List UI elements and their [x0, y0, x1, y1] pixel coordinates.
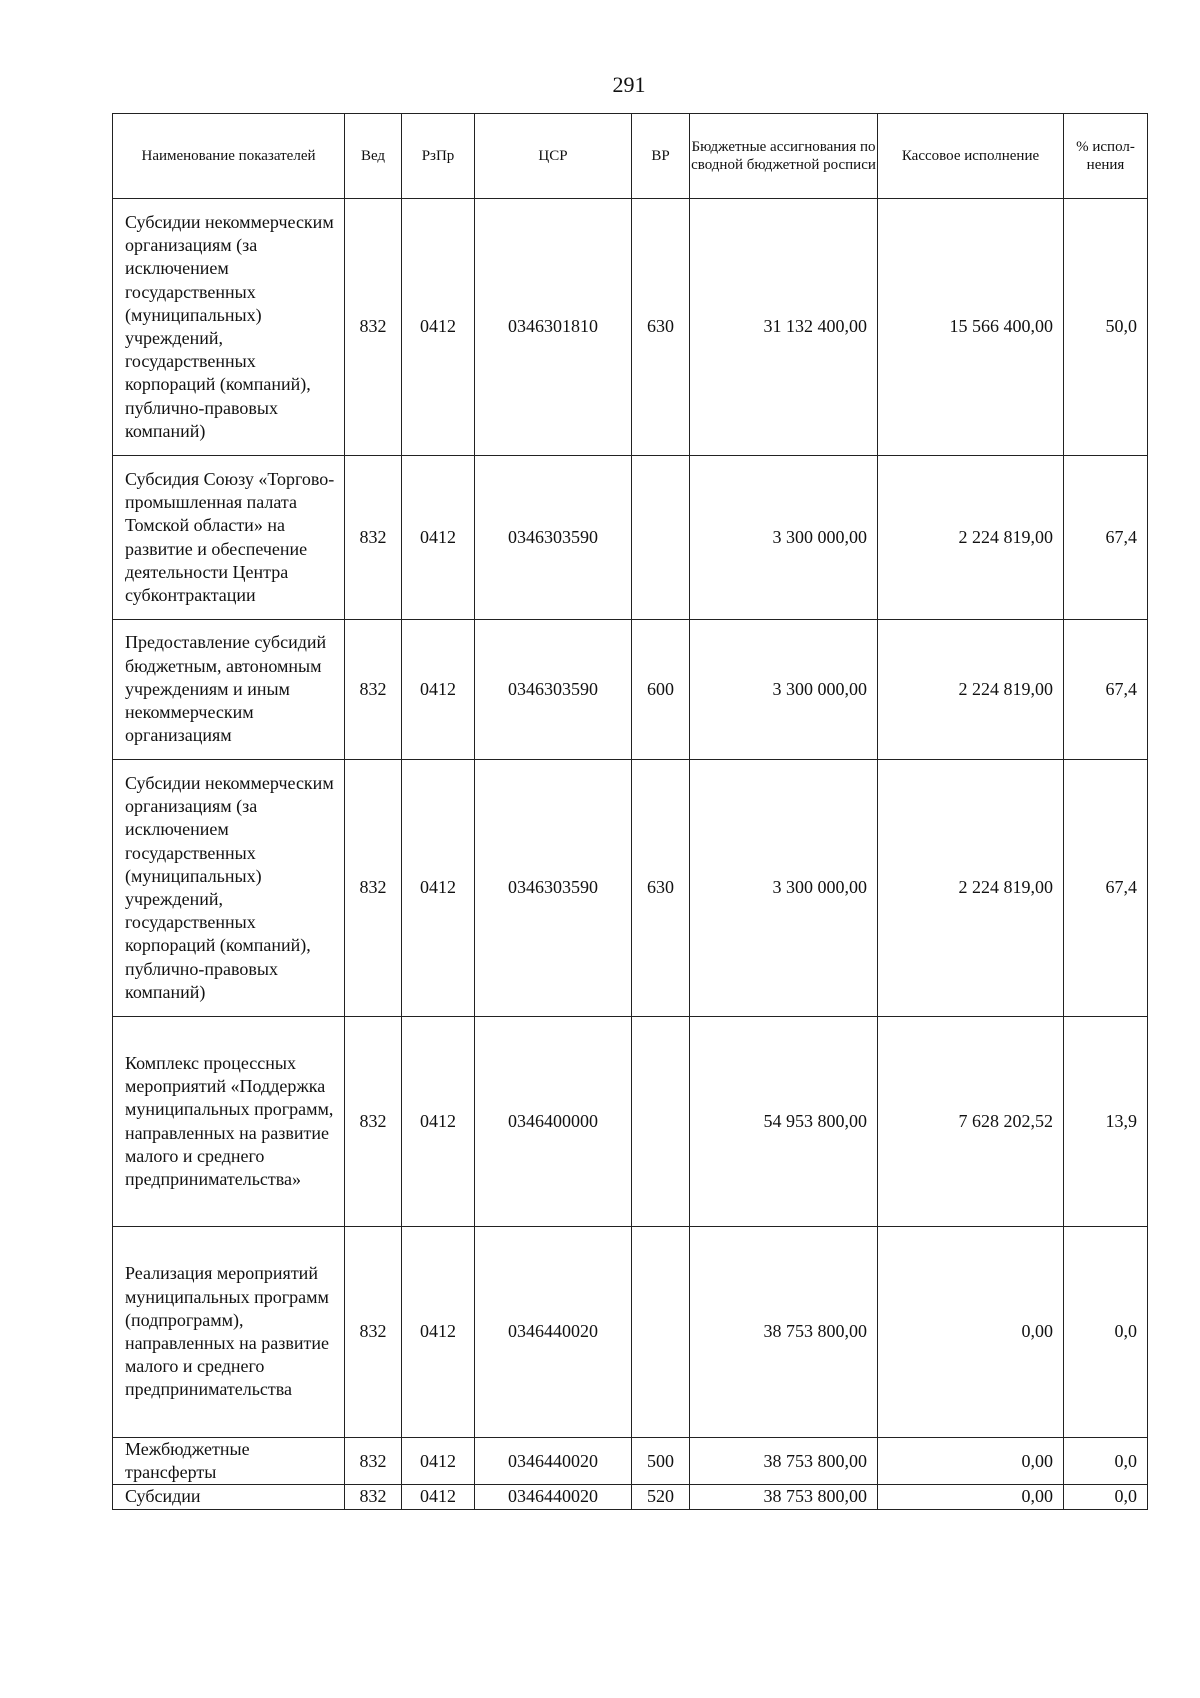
cell-rzpr: 0412 [402, 456, 475, 620]
cell-name: Субсидии некоммерческим организациям (за исключением государственных (муниципальных) учреждений, государственных корпораций (компаний), публично-правовых компаний) [113, 199, 345, 456]
table-row [113, 1227, 1148, 1438]
cell-assigned: 3 300 000,00 [690, 760, 878, 1017]
cell-assigned: 3 300 000,00 [690, 620, 878, 760]
header-row [113, 114, 1148, 199]
table-row [113, 1017, 1148, 1227]
cell-rzpr: 0412 [402, 1438, 475, 1485]
cell-ved: 832 [345, 620, 402, 760]
cell-ved: 832 [345, 1485, 402, 1509]
cell-vr: 600 [632, 620, 690, 760]
cell-ved: 832 [345, 1438, 402, 1485]
cell-percent: 50,0 [1064, 199, 1148, 456]
table-row [113, 760, 1148, 1017]
cell-percent: 13,9 [1064, 1017, 1148, 1227]
cell-assigned: 54 953 800,00 [690, 1017, 878, 1227]
cell-executed: 0,00 [878, 1227, 1064, 1438]
cell-ved: 832 [345, 199, 402, 456]
cell-executed: 0,00 [878, 1485, 1064, 1509]
cell-ved: 832 [345, 456, 402, 620]
cell-vr [632, 1017, 690, 1227]
cell-csr: 0346303590 [475, 760, 632, 1017]
cell-executed: 0,00 [878, 1438, 1064, 1485]
cell-assigned: 38 753 800,00 [690, 1227, 878, 1438]
cell-csr: 0346303590 [475, 620, 632, 760]
cell-rzpr: 0412 [402, 1485, 475, 1509]
cell-percent: 67,4 [1064, 456, 1148, 620]
cell-rzpr: 0412 [402, 199, 475, 456]
cell-csr: 0346301810 [475, 199, 632, 456]
header-executed: Кассовое исполнение [878, 114, 1064, 199]
cell-name: Субсидии [113, 1485, 345, 1509]
cell-csr: 0346440020 [475, 1485, 632, 1509]
cell-percent: 0,0 [1064, 1485, 1148, 1509]
cell-ved: 832 [345, 1227, 402, 1438]
table-row [113, 620, 1148, 760]
cell-ved: 832 [345, 1017, 402, 1227]
header-assigned: Бюджетные ассигнования по сводной бюджетной росписи [690, 114, 878, 199]
cell-executed: 15 566 400,00 [878, 199, 1064, 456]
cell-executed: 2 224 819,00 [878, 760, 1064, 1017]
header-ved: Вед [345, 114, 402, 199]
cell-vr: 520 [632, 1485, 690, 1509]
cell-assigned: 38 753 800,00 [690, 1485, 878, 1509]
cell-vr [632, 456, 690, 620]
table-row [113, 1438, 1148, 1485]
cell-rzpr: 0412 [402, 760, 475, 1017]
cell-name: Комплекс процессных мероприятий «Поддержка муниципальных программ, направленных на развитие малого и среднего предпринимательства» [113, 1017, 345, 1227]
cell-csr: 0346440020 [475, 1438, 632, 1485]
cell-rzpr: 0412 [402, 1017, 475, 1227]
cell-name: Субсидии некоммерческим организациям (за исключением государственных (муниципальных) учреждений, государственных корпораций (компаний), публично-правовых компаний) [113, 760, 345, 1017]
header-vr: ВР [632, 114, 690, 199]
header-percent: % испол-нения [1064, 114, 1148, 199]
cell-assigned: 3 300 000,00 [690, 456, 878, 620]
cell-rzpr: 0412 [402, 1227, 475, 1438]
cell-csr: 0346303590 [475, 456, 632, 620]
page-number: 291 [612, 72, 646, 97]
header-csr: ЦСР [475, 114, 632, 199]
cell-name: Реализация мероприятий муниципальных программ (подпрограмм), направленных на развитие малого и среднего предпринимательства [113, 1227, 345, 1438]
table-row [113, 199, 1148, 456]
cell-percent: 67,4 [1064, 760, 1148, 1017]
cell-percent: 0,0 [1064, 1438, 1148, 1485]
cell-name: Субсидия Союзу «Торгово-промышленная палата Томской области» на развитие и обеспечение деятельности Центра субконтрактации [113, 456, 345, 620]
cell-vr [632, 1227, 690, 1438]
cell-vr: 630 [632, 199, 690, 456]
cell-name: Межбюджетные трансферты [113, 1438, 345, 1485]
cell-assigned: 38 753 800,00 [690, 1438, 878, 1485]
cell-ved: 832 [345, 760, 402, 1017]
header-rzpr: РзПр [402, 114, 475, 199]
header-name: Наименование показателей [113, 114, 345, 199]
table-row [113, 1485, 1148, 1509]
cell-percent: 67,4 [1064, 620, 1148, 760]
cell-name: Предоставление субсидий бюджетным, автономным учреждениям и иным некоммерческим организациям [113, 620, 345, 760]
cell-executed: 7 628 202,52 [878, 1017, 1064, 1227]
cell-rzpr: 0412 [402, 620, 475, 760]
cell-vr: 500 [632, 1438, 690, 1485]
cell-executed: 2 224 819,00 [878, 620, 1064, 760]
budget-table [112, 113, 1148, 1510]
cell-vr: 630 [632, 760, 690, 1017]
table-row [113, 456, 1148, 620]
cell-csr: 0346400000 [475, 1017, 632, 1227]
cell-executed: 2 224 819,00 [878, 456, 1064, 620]
cell-assigned: 31 132 400,00 [690, 199, 878, 456]
cell-percent: 0,0 [1064, 1227, 1148, 1438]
cell-csr: 0346440020 [475, 1227, 632, 1438]
